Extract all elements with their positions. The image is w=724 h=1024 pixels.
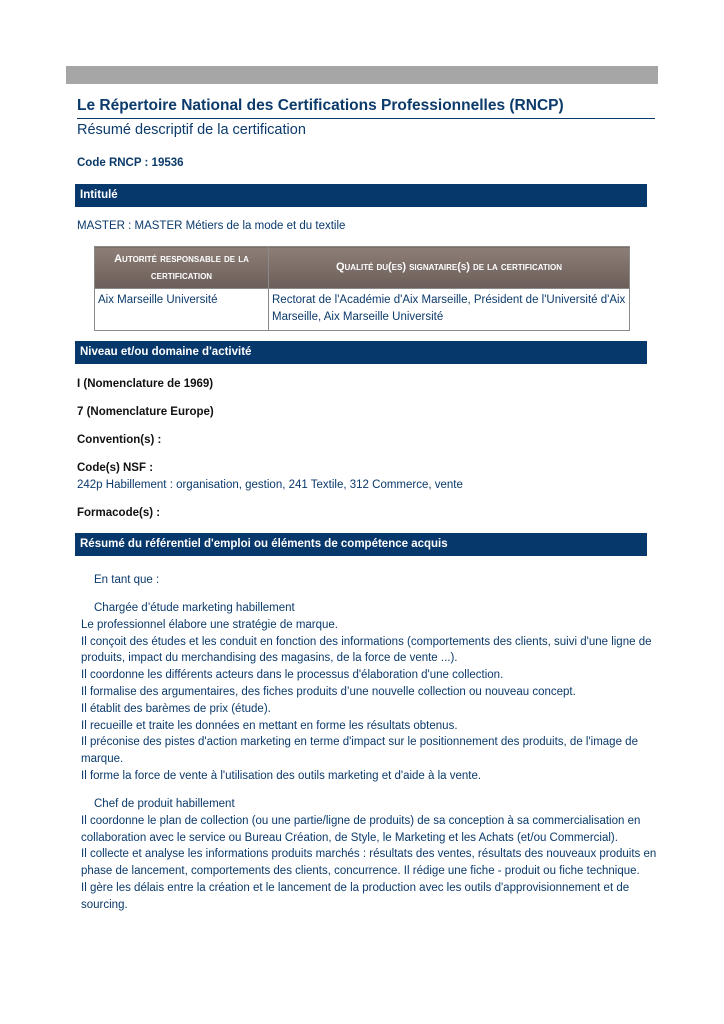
formacode-label: Formacode(s) : — [77, 507, 161, 519]
intro-text: En tant que : — [94, 574, 160, 586]
block-line: Il recueille et traite les données en mettant en forme les résultats obtenus. — [81, 719, 458, 732]
table-header-authority: Autorité responsable de la certification — [95, 247, 269, 289]
page-subtitle: Résumé descriptif de la certification — [77, 122, 306, 138]
block-line: Il forme la force de vente à l'utilisation des outils marketing et d'aide à la vente. — [81, 769, 482, 782]
section-resume: Résumé du référentiel d'emploi ou éléments de compétence acquis — [75, 533, 647, 556]
block-line: Il coordonne les différents acteurs dans le processus d'élaboration d'une collection. — [81, 669, 504, 682]
block-line: Le professionnel élabore une stratégie de marque. — [81, 618, 339, 631]
block-title: Chef de produit habillement — [94, 798, 235, 810]
block-line: Il gère les délais entre la création et le lancement de la production avec les outils d'approvisionnement et de — [81, 881, 630, 894]
block-line: Il collecte et analyse les informations produits marchés : résultats des ventes, résultats des nouveaux produits en — [81, 848, 657, 861]
table-header-signatory: Qualité du(es) signataire(s) de la certification — [269, 247, 630, 289]
nsf-value: 242p Habillement : organisation, gestion, 241 Textile, 312 Commerce, vente — [77, 479, 463, 491]
nomenclature-europe: 7 (Nomenclature Europe) — [77, 406, 214, 418]
block-line: marque. — [81, 753, 124, 766]
block-title: Chargée d’étude marketing habillement — [94, 602, 295, 614]
page-title: Le Répertoire National des Certifications Professionnelles (RNCP) — [77, 97, 564, 114]
block-line: Il conçoit des études et les conduit en fonction des informations (comportements des clients, suivi d'une ligne de — [81, 635, 652, 648]
resume-intro — [81, 572, 651, 589]
title-divider — [77, 118, 655, 119]
table-cell-authority: Aix Marseille Université — [95, 289, 269, 331]
certification-table — [94, 246, 630, 331]
block-line: Il coordonne le plan de collection (ou une partie/ligne de produits) de sa conception à sa commercialisation en — [81, 814, 641, 827]
rncp-code: Code RNCP : 19536 — [77, 157, 184, 169]
conventions-label: Convention(s) : — [77, 434, 162, 446]
section-niveau: Niveau et/ou domaine d'activité — [75, 341, 647, 364]
table-row — [95, 289, 630, 331]
nsf-label: Code(s) NSF : — [77, 462, 154, 474]
header-bar — [66, 66, 658, 84]
table-cell-signatory: Rectorat de l'Académie d'Aix Marseille, Président de l'Université d'Aix Marseille, Aix Marseille Université — [269, 289, 630, 331]
block-line: produits, impact du merchandising des magasins, de la force de vente ...). — [81, 652, 458, 665]
resume-block-marketing — [81, 600, 651, 785]
block-line: sourcing. — [81, 898, 128, 911]
block-line: collaboration avec le service ou Bureau Création, de Style, le Marketing et les Achats (et/ou Commercial). — [81, 831, 618, 844]
block-line: Il préconise des pistes d'action marketing en terme d'impact sur le positionnement des produits, de l'image de — [81, 736, 638, 749]
block-line: phase de lancement, comportements des clients, concurrence. Il rédige une fiche - produit ou fiche technique. — [81, 865, 640, 878]
nomenclature-1969: I (Nomenclature de 1969) — [77, 378, 214, 390]
block-line: Il établit des barèmes de prix (étude). — [81, 702, 271, 715]
section-intitule: Intitulé — [75, 184, 647, 207]
intitule-value: MASTER : MASTER Métiers de la mode et du textile — [77, 220, 346, 232]
resume-block-product — [81, 796, 657, 914]
block-line: Il formalise des argumentaires, des fiches produits d’une nouvelle collection ou nouveau concept. — [81, 685, 576, 698]
table-header-row — [95, 247, 630, 289]
